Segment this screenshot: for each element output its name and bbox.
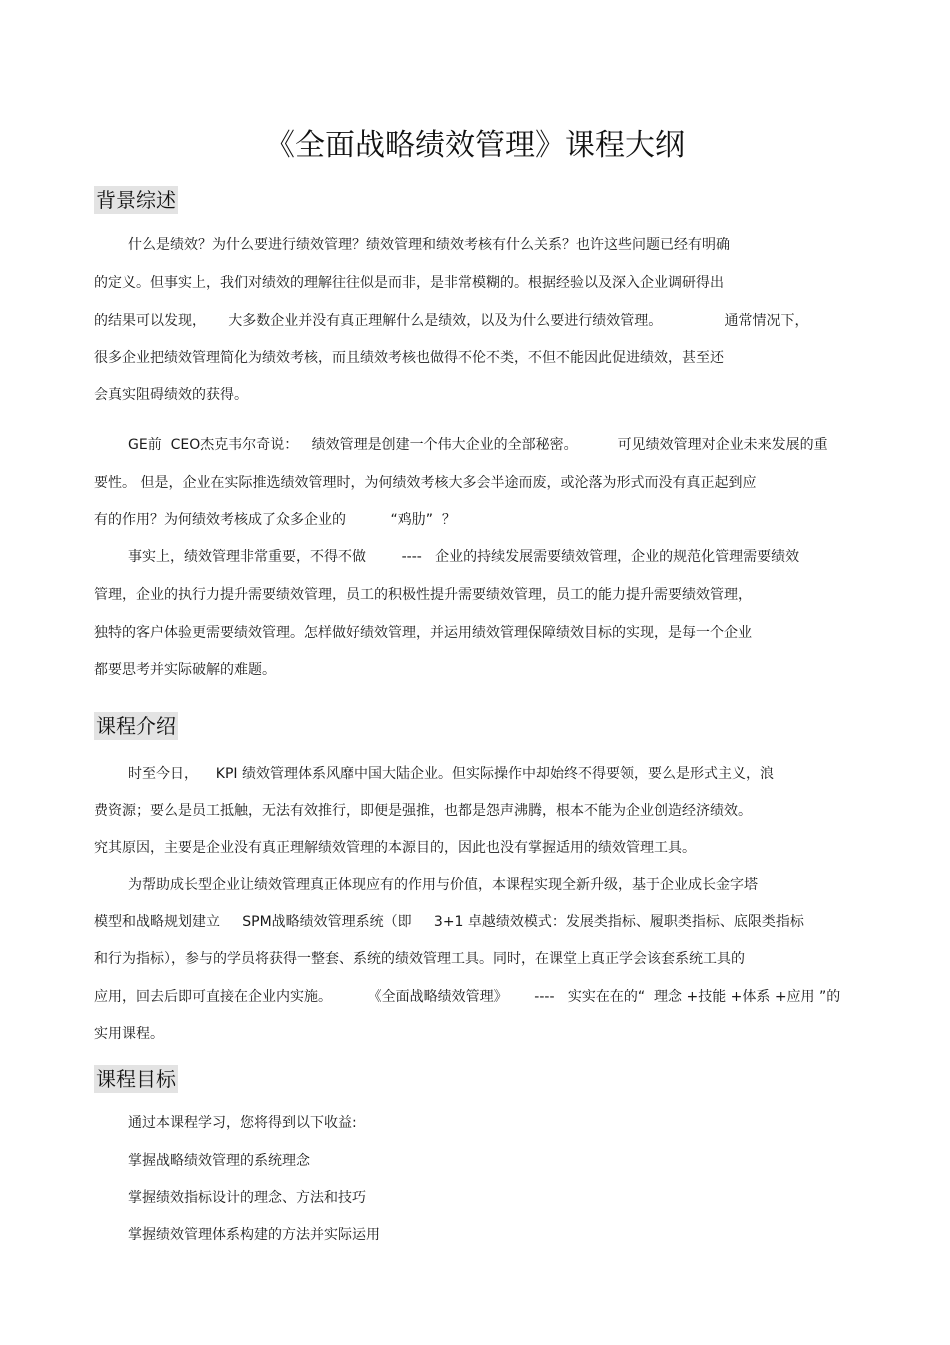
paragraph-line: GE前 CEO杰克韦尔奇说： 绩效管理是创建一个伟大企业的全部秘密。 可见绩效管理对企业未来发展的重 [128,437,828,453]
paragraph-line: 什么是绩效？为什么要进行绩效管理？绩效管理和绩效考核有什么关系？也许这些问题已经有明确 [128,237,730,253]
paragraph-line: 时至今日， KPI 绩效管理体系风靡中国大陆企业。但实际操作中却始终不得要领，要么是形式主义，浪 [128,766,775,782]
paragraph-line: 费资源；要么是员工抵触，无法有效推行，即便是强推，也都是怨声沸腾，根本不能为企业创造经济绩效。 [94,803,752,819]
section-heading-background: 背景综述 [96,188,176,212]
paragraph-line: 有的作用？为何绩效考核成了众多企业的 “鸡肋” ？ [94,512,456,528]
paragraph-line: 的结果可以发现， 大多数企业并没有真正理解什么是绩效，以及为什么要进行绩效管理。 通常情况下， [94,313,809,329]
paragraph-line: 的定义。但事实上，我们对绩效的理解往往似是而非，是非常模糊的。根据经验以及深入企业调研得出 [94,275,724,291]
section-heading-goals: 课程目标 [96,1067,176,1091]
paragraph-line: 会真实阻碍绩效的获得。 [94,387,248,403]
paragraph-line: 和行为指标），参与的学员将获得一整套、系统的绩效管理工具。同时，在课堂上真正学会该套系统工具的 [94,951,745,967]
paragraph-line: 独特的客户体验更需要绩效管理。怎样做好绩效管理，并运用绩效管理保障绩效目标的实现，是每一个企业 [94,625,752,641]
paragraph-line: 为帮助成长型企业让绩效管理真正体现应有的作用与价值，本课程实现全新升级，基于企业成长金字塔 [128,877,758,893]
paragraph-line: 模型和战略规划建立 SPM战略绩效管理系统（即 3+1 卓越绩效模式：发展类指标、履职类指标、底限类指标 [94,914,804,930]
goal-item: 掌握战略绩效管理的系统理念 [128,1153,310,1169]
paragraph-line: 很多企业把绩效管理简化为绩效考核，而且绩效考核也做得不伦不类，不但不能因此促进绩效，甚至还 [94,350,724,366]
paragraph-line: 要性。 但是，企业在实际推选绩效管理时，为何绩效考核大多会半途而废，或沦落为形式而没有真正起到应 [94,475,757,491]
document-title: 《全面战略绩效管理》课程大纲 [265,128,685,163]
goal-item: 掌握绩效指标设计的理念、方法和技巧 [128,1190,366,1206]
paragraph-line: 实用课程。 [94,1026,164,1042]
paragraph-line: 应用，回去后即可直接在企业内实施。 《全面战略绩效管理》 ---- 实实在在的“ 理念 +技能 +体系 +应用 ”的 [94,989,841,1005]
section-heading-intro: 课程介绍 [96,714,176,738]
goal-item: 掌握绩效管理体系构建的方法并实际运用 [128,1227,380,1243]
paragraph-line: 都要思考并实际破解的难题。 [94,662,276,678]
paragraph-line: 通过本课程学习，您将得到以下收益: [128,1115,357,1131]
paragraph-line: 究其原因，主要是企业没有真正理解绩效管理的本源目的，因此也没有掌握适用的绩效管理工具。 [94,840,696,856]
paragraph-line: 事实上，绩效管理非常重要，不得不做 ---- 企业的持续发展需要绩效管理，企业的规范化管理需要绩效 [128,549,800,565]
paragraph-line: 管理，企业的执行力提升需要绩效管理，员工的积极性提升需要绩效管理，员工的能力提升需要绩效管理， [94,587,752,603]
